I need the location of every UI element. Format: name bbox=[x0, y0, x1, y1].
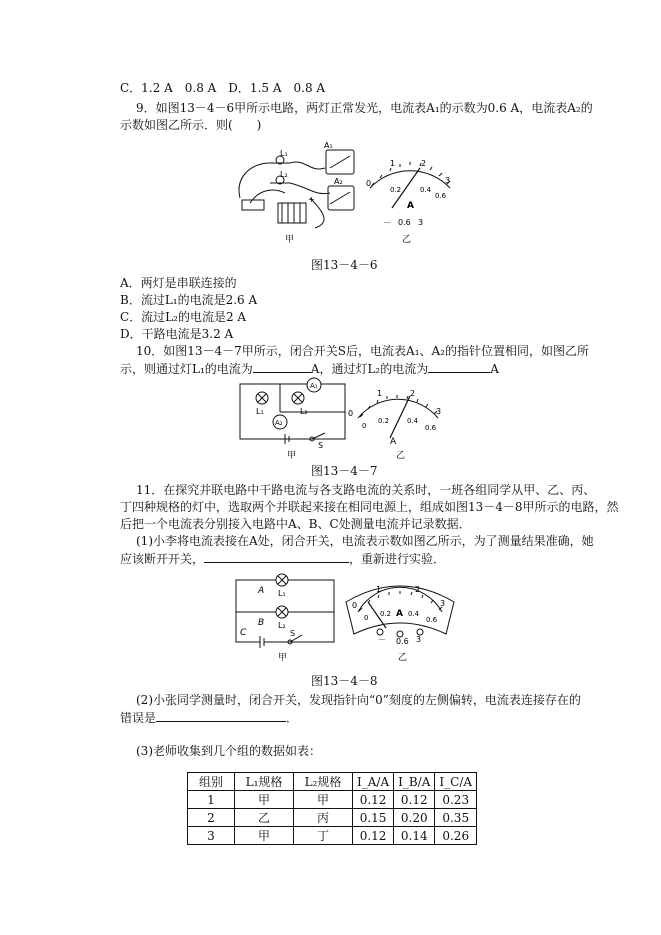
meter-tick-1: 1 bbox=[376, 585, 382, 594]
figure-13-4-7-caption: 图13－4－7 bbox=[311, 464, 378, 478]
table-header: I_C/A bbox=[435, 773, 477, 791]
meter-unit: A bbox=[390, 437, 397, 447]
question-11-part1-line2 bbox=[120, 550, 445, 567]
table-cell: 0.23 bbox=[435, 791, 477, 809]
switch-label: S bbox=[290, 629, 296, 638]
q11-2-blank[interactable] bbox=[156, 709, 286, 722]
terminal-minus: － bbox=[383, 218, 391, 227]
table-header: I_A/A bbox=[353, 773, 394, 791]
l2-label: L₂ bbox=[280, 170, 288, 179]
l2-label: L₂ bbox=[278, 621, 286, 630]
table-cell: 丁 bbox=[294, 827, 353, 845]
a2-label: A₂ bbox=[334, 177, 343, 186]
table-header: L₂规格 bbox=[294, 773, 353, 791]
l1-label: L₁ bbox=[280, 149, 288, 158]
terminal-minus: － bbox=[378, 635, 386, 644]
meter-tick-1: 1 bbox=[390, 159, 396, 168]
table-cell: 0.15 bbox=[353, 809, 394, 827]
meter-tick-2: 2 bbox=[421, 159, 427, 168]
option-a: A．两灯是串联连接的 bbox=[120, 276, 237, 290]
meter-tick-0: 0 bbox=[348, 409, 354, 418]
terminal-06: 0.6 bbox=[396, 637, 409, 646]
meter-inner-04: 0.4 bbox=[420, 186, 432, 194]
question-10-line2 bbox=[120, 360, 499, 377]
figure-a-label: 甲 bbox=[287, 451, 297, 461]
table-cell: 甲 bbox=[294, 791, 353, 809]
q10-blank-1[interactable] bbox=[253, 360, 311, 373]
meter-inner-04: 0.4 bbox=[407, 417, 419, 425]
table-cell: 0.26 bbox=[435, 827, 477, 845]
table-cell: 甲 bbox=[235, 827, 294, 845]
meter-inner-02: 0.2 bbox=[390, 186, 402, 194]
q11-1-blank[interactable] bbox=[204, 550, 349, 563]
table-cell: 3 bbox=[188, 827, 235, 845]
l1-label: L₁ bbox=[256, 407, 264, 416]
data-table bbox=[187, 772, 477, 845]
meter-tick-2: 2 bbox=[410, 389, 416, 398]
question-11-part2-line1: (2)小张同学测量时，闭合开关，发现指针向“0”刻度的左侧偏转，电流表连接存在的 bbox=[136, 693, 581, 707]
a1-label: A₁ bbox=[324, 141, 333, 150]
question-11-part1-line1: (1)小李将电流表接在A处，闭合开关，电流表示数如图乙所示，为了测量结果准确，她 bbox=[136, 534, 594, 548]
table-cell: 2 bbox=[188, 809, 235, 827]
table-header-row bbox=[188, 773, 477, 791]
table-cell: 0.12 bbox=[353, 791, 394, 809]
battery-plus: + bbox=[308, 195, 315, 204]
terminal-3: 3 bbox=[418, 218, 424, 227]
meter-unit: A bbox=[407, 201, 414, 211]
table-cell: 1 bbox=[188, 791, 235, 809]
meter-inner-06: 0.6 bbox=[425, 424, 437, 432]
figure-13-4-8 bbox=[230, 572, 460, 672]
circuit-diagram-a bbox=[236, 574, 334, 648]
meter-inner-02: 0.2 bbox=[380, 610, 392, 618]
q10-text-3: A bbox=[490, 362, 499, 376]
table-row bbox=[188, 809, 477, 827]
meter-inner-06: 0.6 bbox=[435, 192, 447, 200]
table-row bbox=[188, 827, 477, 845]
point-a-label: A bbox=[258, 586, 265, 596]
meter-tick-0: 0 bbox=[366, 179, 372, 188]
table-cell: 0.14 bbox=[394, 827, 435, 845]
meter-tick-2: 2 bbox=[415, 585, 421, 594]
a2-label: A₂ bbox=[275, 419, 283, 427]
q11-1-text-1: 应该断开开关， bbox=[120, 552, 205, 566]
meter-inner-0: 0 bbox=[364, 614, 369, 622]
question-11-line1: 11．在探究并联电路中干路电流与各支路电流的关系时，一班各组同学从甲、乙、丙、 bbox=[136, 483, 596, 497]
table-header: L₁规格 bbox=[235, 773, 294, 791]
table-cell: 0.35 bbox=[435, 809, 477, 827]
table-header: I_B/A bbox=[394, 773, 435, 791]
figure-13-4-6-caption: 图13－4－6 bbox=[311, 258, 378, 272]
switch-label: S bbox=[318, 441, 324, 450]
table-cell: 0.12 bbox=[394, 791, 435, 809]
terminal-3: 3 bbox=[416, 635, 422, 644]
meter-tick-3: 3 bbox=[436, 407, 442, 416]
point-c-label: C bbox=[240, 628, 247, 638]
table-cell: 0.20 bbox=[394, 809, 435, 827]
meter-inner-0: 0 bbox=[362, 422, 367, 430]
question-10-line1: 10．如图13－4－7甲所示，闭合开关S后，电流表A₁、A₂的指针位置相同，如图乙所 bbox=[136, 344, 589, 358]
table-cell: 丙 bbox=[294, 809, 353, 827]
figure-b-label: 乙 bbox=[402, 235, 412, 245]
circuit-diagram-a bbox=[239, 150, 354, 228]
meter-inner-04: 0.4 bbox=[408, 610, 420, 618]
question-9-line2: 示数如图乙所示．则( ) bbox=[120, 118, 262, 132]
figure-a-label: 甲 bbox=[285, 235, 295, 245]
q10-text-2: A，通过灯L₂的电流为 bbox=[310, 362, 429, 376]
question-11-part3: (3)老师收集到几个组的数据如表： bbox=[136, 744, 321, 758]
option-line-cd: C．1.2 A 0.8 A D．1.5 A 0.8 A bbox=[120, 81, 326, 95]
option-c: C．流过L₂的电流是2 A bbox=[120, 310, 247, 324]
q10-blank-2[interactable] bbox=[428, 360, 490, 373]
meter-inner-06: 0.6 bbox=[426, 616, 438, 624]
table-cell: 0.12 bbox=[353, 827, 394, 845]
question-9-line1: 9．如图13－4－6甲所示电路，两灯正常发光，电流表A₁的示数为0.6 A，电流表A₂的 bbox=[136, 101, 593, 115]
table-header: 组别 bbox=[188, 773, 235, 791]
meter-tick-3: 3 bbox=[445, 176, 451, 185]
q11-1-text-2: ，重新进行实验． bbox=[349, 552, 446, 566]
option-b: B．流过L₁的电流是2.6 A bbox=[120, 293, 258, 307]
meter-tick-1: 1 bbox=[377, 389, 383, 398]
question-11-line2: 丁四种规格的灯中，选取两个并联起来接在相同电源上，组成如图13－4－8甲所示的电路，然 bbox=[120, 500, 619, 514]
point-b-label: B bbox=[258, 618, 265, 628]
table-cell: 甲 bbox=[235, 791, 294, 809]
q10-text-1: 示，则通过灯L₁的电流为 bbox=[120, 362, 253, 376]
meter-inner-02: 0.2 bbox=[378, 417, 390, 425]
question-11-line3: 后把一个电流表分别接入电路中A、B、C处测量电流并记录数据． bbox=[120, 517, 471, 531]
option-d: D．干路电流是3.2 A bbox=[120, 327, 234, 341]
figure-13-4-6 bbox=[230, 138, 460, 256]
meter-unit: A bbox=[396, 609, 403, 619]
figure-13-4-8-caption: 图13－4－8 bbox=[311, 674, 378, 688]
a1-label: A₁ bbox=[310, 382, 318, 390]
l2-label: L₂ bbox=[300, 407, 308, 416]
figure-b-label: 乙 bbox=[398, 653, 408, 663]
l1-label: L₁ bbox=[278, 589, 286, 598]
figure-b-label: 乙 bbox=[396, 451, 406, 461]
figure-a-label: 甲 bbox=[278, 653, 288, 663]
meter-tick-0: 0 bbox=[352, 601, 358, 610]
table-cell: 乙 bbox=[235, 809, 294, 827]
table-row bbox=[188, 791, 477, 809]
terminal-06: 0.6 bbox=[398, 218, 411, 227]
q11-2-text-2: ． bbox=[286, 711, 299, 725]
question-11-part2-line2 bbox=[120, 709, 298, 726]
q11-2-text-1: 错误是 bbox=[120, 711, 157, 725]
meter-tick-3: 3 bbox=[440, 599, 446, 608]
figure-13-4-7 bbox=[230, 376, 460, 462]
